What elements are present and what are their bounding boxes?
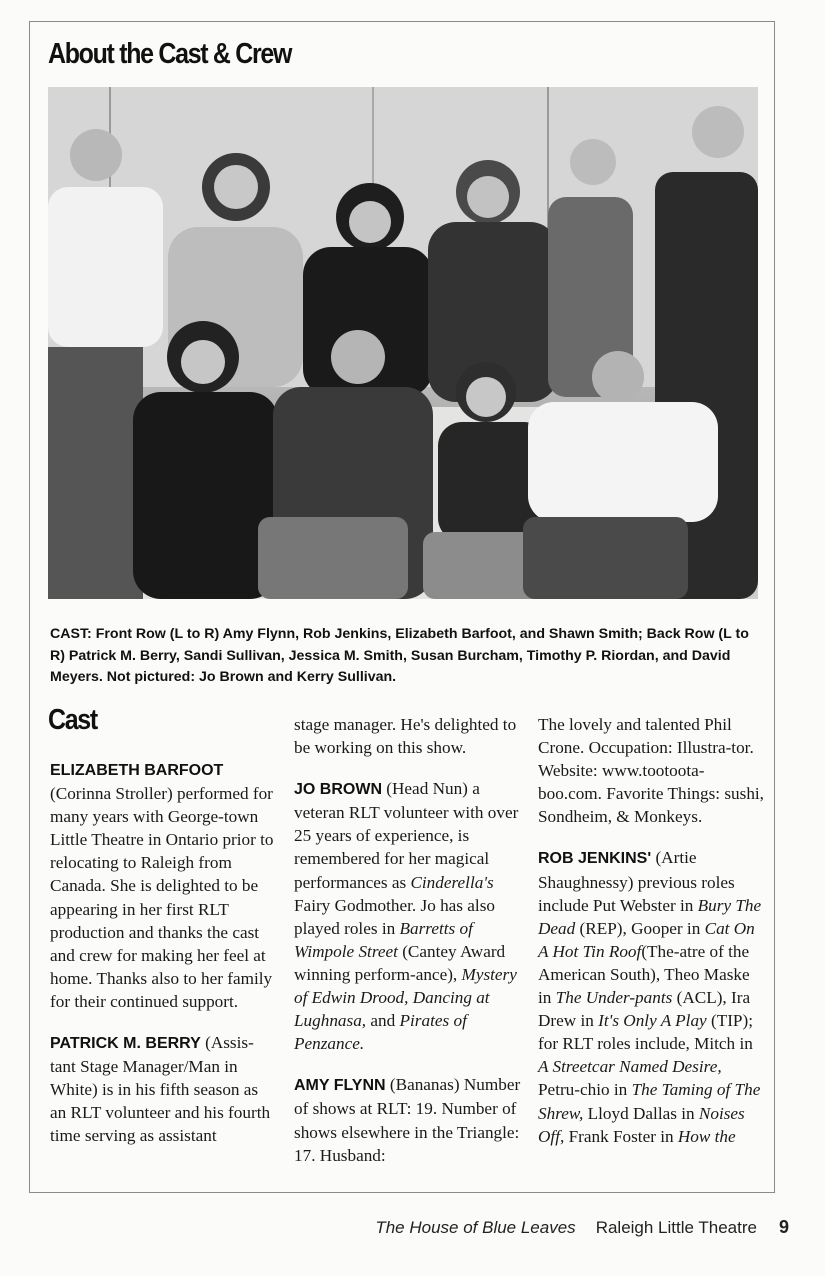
bio-amy-flynn-continued: The lovely and talented Phil Crone. Occupation: Illustra-tor. Website: www.tootoota-boo.com. Favorite Things: sushi, Sondheim, & Monkeys. bbox=[538, 715, 764, 827]
page-number: 9 bbox=[778, 1217, 789, 1237]
bio-italic: The Under-pants bbox=[555, 988, 673, 1008]
bio-text: (Artie Shaughnessy) previous roles include Put Webster in bbox=[538, 848, 735, 915]
bio-italic: Cat On A Hot Tin Roof bbox=[538, 918, 755, 961]
bio-jo-brown bbox=[294, 777, 522, 1055]
bio-text: Fairy Godmother. Jo has also played roles in bbox=[294, 895, 495, 938]
bio-italic: Barretts of Wimpole Street bbox=[294, 918, 473, 961]
bio-text: (TIP); for RLT roles include, Mitch in bbox=[538, 1011, 753, 1054]
bio-name: JO BROWN bbox=[294, 781, 382, 799]
bio-name: PATRICK M. BERRY bbox=[50, 1035, 201, 1053]
bio-italic: It's Only A Play bbox=[598, 1011, 707, 1031]
bio-italic: Cinderella's bbox=[410, 872, 494, 892]
bio-patrick-berry-continued: stage manager. He's delighted to be working on this show. bbox=[294, 715, 517, 758]
bio-text: (Cantey Award winning perform-ance), bbox=[294, 941, 506, 984]
bio-text: (REP), Gooper in bbox=[575, 918, 705, 938]
bio-italic: How the bbox=[677, 1126, 736, 1146]
column-1 bbox=[50, 758, 278, 1166]
bio-patrick-berry bbox=[50, 1031, 278, 1147]
bio-elizabeth-barfoot bbox=[50, 758, 278, 1013]
bio-name: ROB JENKINS' bbox=[538, 850, 652, 868]
bio-text: and bbox=[366, 1011, 400, 1031]
bio-amy-flynn bbox=[294, 1073, 522, 1166]
bio-text: (Head Nun) a veteran RLT volunteer with over 25 years of experience, is remembered for her magical performances as bbox=[294, 779, 519, 892]
bio-italic: Bury The Dead bbox=[538, 895, 762, 938]
cast-heading: Cast bbox=[48, 704, 97, 736]
bio-text: (Corinna Stroller) performed for many years with George-town Little Theatre in Ontario prior to relocating to Raleigh from Canada. She is delighted to be appearing in her first RLT production and thanks the cast and crew for making her feel at home. Thanks also to her family for their continued support. bbox=[50, 784, 274, 1011]
bio-text: Petru-chio in bbox=[538, 1080, 632, 1100]
cast-photo-illustration bbox=[48, 87, 758, 599]
photo-caption: CAST: Front Row (L to R) Amy Flynn, Rob Jenkins, Elizabeth Barfoot, and Shawn Smith; Back Row (L to R) Patrick M. Berry, Sandi Sullivan, Jessica M. Smith, Susan Burcham, Timothy P. Riordan, and David Meyers. Not pictured: Jo Brown and Kerry Sullivan. bbox=[50, 626, 749, 685]
bio-italic: A Streetcar Named Desire, bbox=[538, 1057, 722, 1077]
footer-theatre: Raleigh Little Theatre bbox=[595, 1218, 757, 1237]
bio-italic: The Taming of The Shrew, bbox=[538, 1080, 761, 1123]
bio-italic: Noises Off bbox=[538, 1103, 745, 1146]
bio-text: (ACL), Ira Drew in bbox=[538, 988, 751, 1031]
bio-italic: Pirates of Penzance. bbox=[294, 1011, 467, 1054]
bio-text: (Bananas) Number of shows at RLT: 19. Number of shows elsewhere in the Triangle: 17. Husband: bbox=[294, 1075, 521, 1165]
column-3 bbox=[538, 713, 764, 1166]
bio-text: (The-atre of the American South), Theo Maske in bbox=[538, 941, 750, 1008]
bio-text: , Frank Foster in bbox=[559, 1126, 678, 1146]
bio-italic: Mystery of Edwin Drood, Dancing at Lughnasa, bbox=[294, 964, 517, 1031]
bio-text: (Assis-tant Stage Manager/Man in White) is in his fifth season as an RLT volunteer and his fourth time serving as assistant bbox=[50, 1033, 271, 1146]
bio-name: ELIZABETH BARFOOT bbox=[50, 762, 224, 779]
footer-show-title: The House of Blue Leaves bbox=[375, 1218, 576, 1237]
bio-rob-jenkins bbox=[538, 846, 764, 1147]
bio-text: Lloyd Dallas in bbox=[583, 1103, 699, 1123]
section-title: About the Cast & Crew bbox=[48, 38, 292, 70]
page-footer bbox=[375, 1217, 789, 1238]
column-2 bbox=[294, 713, 522, 1185]
cast-photo bbox=[48, 87, 758, 599]
bio-name: AMY FLYNN bbox=[294, 1077, 386, 1095]
